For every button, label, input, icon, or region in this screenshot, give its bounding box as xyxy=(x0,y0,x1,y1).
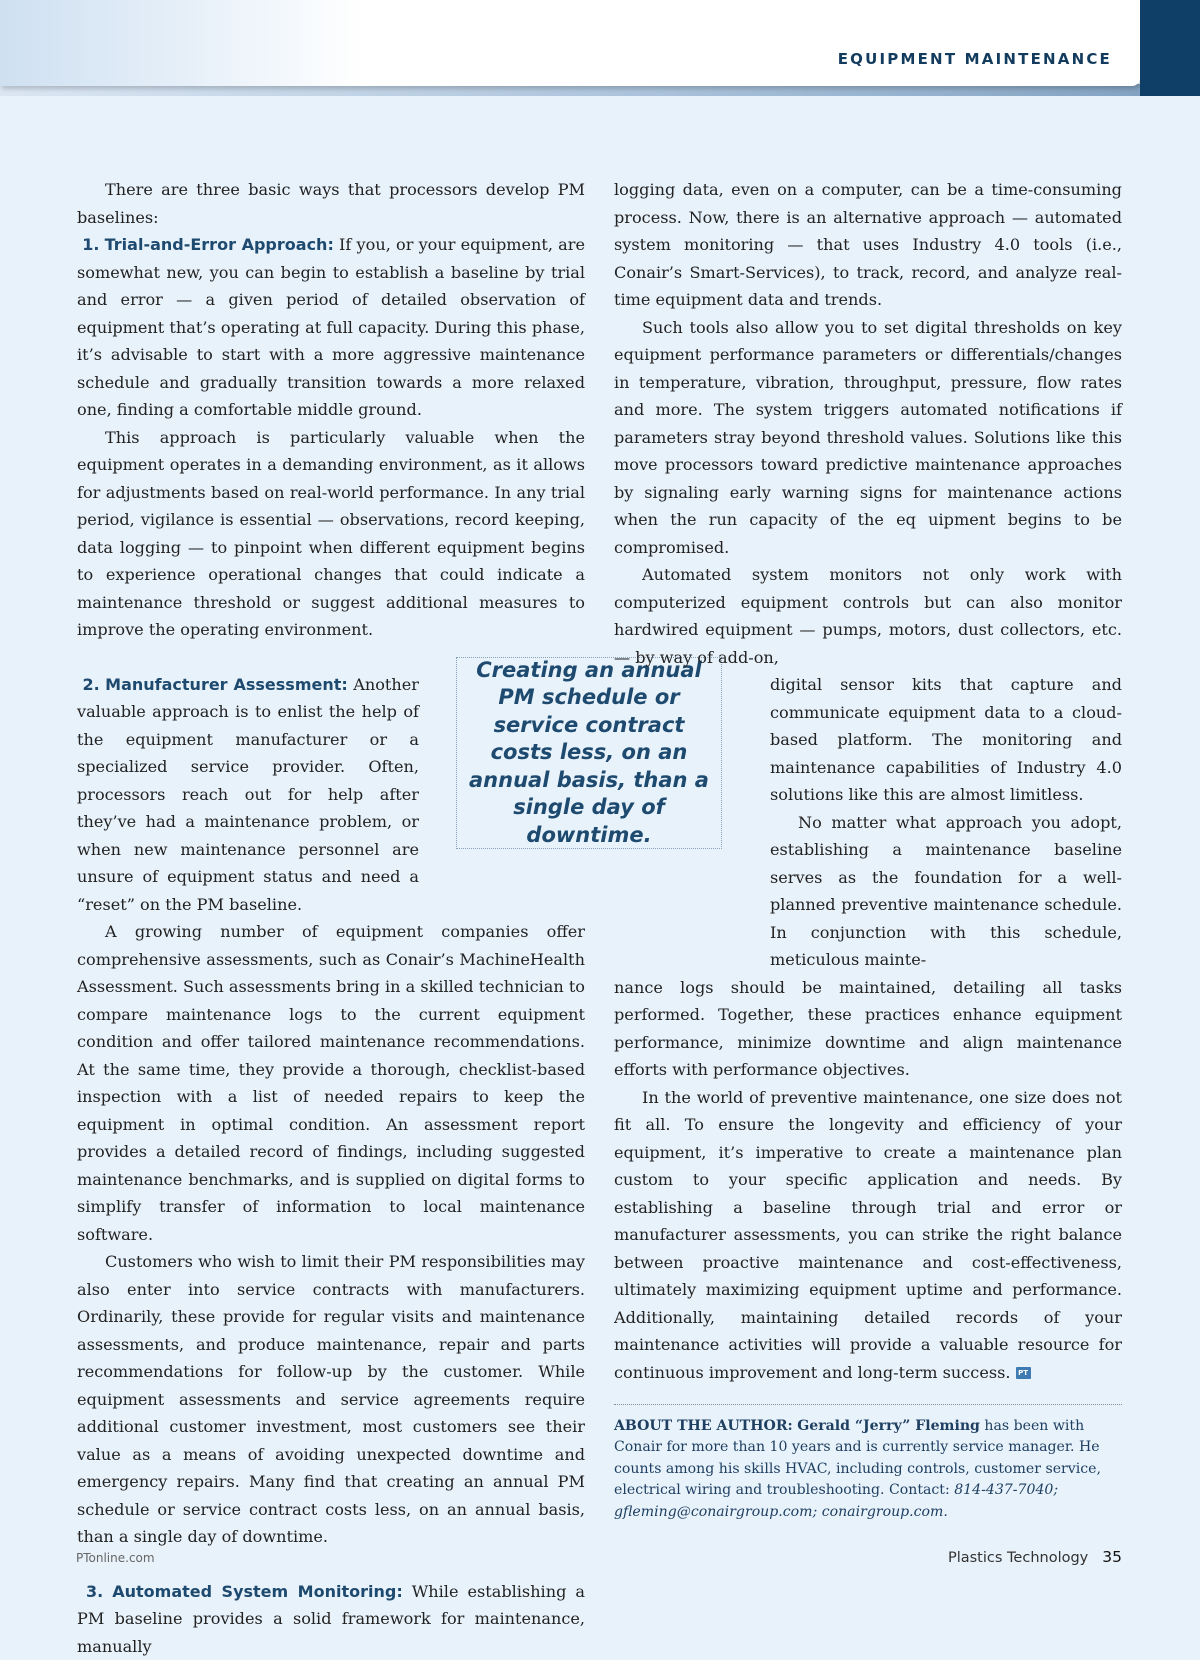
intro-paragraph: There are three basic ways that processors develop PM baselines: xyxy=(77,176,585,231)
item-number: 1. xyxy=(82,235,99,254)
pull-quote-text: Creating an annual PM schedule or service contract costs less, on an annual basis, than a single day of downtime. xyxy=(467,657,711,850)
right-column xyxy=(614,176,1122,1386)
item-heading: Automated System Monitoring: xyxy=(112,1582,402,1601)
paragraph-no-matter-start: No matter what approach you adopt, establishing a maintenance baseline serves as the foundation for a well-planned preventive maintenance schedule. In conjunction with this schedule, meticulous mainte- xyxy=(614,809,1122,974)
paragraph-digital-thresholds: Such tools also allow you to set digital thresholds on key equipment performance parameters or differentials/changes in temperature, vibration, throughput, pressure, flow rates and more. The system triggers automated notifications if parameters stray beyond threshold values. Solutions like this move processors toward predictive maintenance approaches by signaling early warning signs for maintenance actions when the run capacity of the eq uipment begins to be compromised. xyxy=(614,314,1122,562)
item-text: Another valuable approach is to enlist the help of the equipment manufacturer or a specialized service provider. Often, processors reach out for help after they’ve had a maintenance problem, or when new maintenance personnel are unsure of equipment status and need a “reset” on the PM baseline. xyxy=(77,675,419,914)
author-divider xyxy=(614,1404,1122,1405)
paragraph-no-matter-end: nance logs should be maintained, detailing all tasks performed. Together, these practices enhance equipment performance, minimize downtime and align maintenance efforts with performance objectives. xyxy=(614,974,1122,1084)
item-trial-and-error xyxy=(77,231,585,424)
left-column xyxy=(77,176,585,1660)
paragraph-assessments: A growing number of equipment companies offer comprehensive assessments, such as Conair’s MachineHealth Assessment. Such assessments bring in a skilled technician to compare maintenance logs to the current equipment condition and offer tailored maintenance recommendations. At the same time, they provide a thorough, checklist-based inspection with a list of needed repairs to keep the equipment in optimal condition. An assessment report provides a detailed record of findings, including suggested maintenance benchmarks, and is supplied on digital forms to simplify transfer of information to local maintenance software. xyxy=(77,918,585,1248)
conclusion-text: In the world of preventive maintenance, one size does not fit all. To ensure the longevity and efficiency of your equipment, it’s imperative to create a maintenance plan custom to your specific application and needs. By establishing a baseline through trial and error or manufacturer assessments, you can strike the right balance between proactive maintenance and cost-effectiveness, ultimately maximizing equipment uptime and performance. Additionally, maintaining detailed records of your maintenance activities will provide a valuable resource for continuous improvement and long-term success. xyxy=(614,1088,1122,1382)
paragraph-conclusion xyxy=(614,1084,1122,1387)
footer-publication xyxy=(948,1548,1122,1566)
header-panel xyxy=(0,0,1140,86)
item-text: If you, or your equipment, are somewhat new, you can begin to establish a baseline by trial and error — a given period of detailed observation of equipment that’s operating at full capacity. During this phase, it’s advisable to start with a more aggressive maintenance schedule and gradually transition towards a more relaxed one, finding a comfortable middle ground. xyxy=(77,235,585,419)
item-number: 2. xyxy=(82,675,99,694)
pt-end-mark-icon: PT xyxy=(1016,1367,1031,1379)
about-the-author xyxy=(614,1416,1122,1523)
page-number: 35 xyxy=(1102,1548,1122,1566)
author-name: Gerald “Jerry” Fleming xyxy=(797,1418,980,1434)
paragraph-monitors-start: Automated system monitors not only work with computerized equipment controls but can also monitor hardwired equipment — pumps, motors, dust collectors, etc. — by way of add-on, xyxy=(614,561,1122,671)
paragraph-logging: logging data, even on a computer, can be a time-consuming process. Now, there is an alternative approach — automated system monitoring — that uses Industry 4.0 tools (i.e., Conair’s Smart-Services), to track, record, and analyze real-time equipment data and trends. xyxy=(614,176,1122,314)
item-heading: Trial-and-Error Approach: xyxy=(105,235,334,254)
header-accent-block xyxy=(1140,0,1200,96)
paragraph-monitors-end: digital sensor kits that capture and communicate equipment data to a cloud-based platform. The monitoring and maintenance capabilities of Industry 4.0 solutions like this are almost limitless. xyxy=(614,671,1122,809)
footer-site: PTonline.com xyxy=(76,1551,155,1565)
item-manufacturer-assessment xyxy=(77,671,419,919)
paragraph-service-contracts: Customers who wish to limit their PM responsibilities may also enter into service contracts with manufacturers. Ordinarily, these provide for regular visits and maintenance assessments, and produce maintenance, repair and parts recommendations for follow-up by the customer. While equipment assessments and service agreements require additional customer investment, most customers see their value as a means of avoiding unexpected downtime and emergency repairs. Many find that creating an annual PM schedule or service contract costs less, on an annual basis, than a single day of downtime. xyxy=(77,1248,585,1551)
item-text: While establishing a PM baseline provides a solid framework for maintenance, manually xyxy=(77,1582,585,1656)
item-heading: Manufacturer Assessment: xyxy=(105,675,348,694)
section-label: EQUIPMENT MAINTENANCE xyxy=(838,50,1112,68)
author-label: ABOUT THE AUTHOR: xyxy=(614,1418,793,1434)
item-automated-monitoring xyxy=(77,1578,585,1660)
magazine-name: Plastics Technology xyxy=(948,1550,1088,1566)
item-number: 3. xyxy=(86,1582,103,1601)
author-bio: has been with Conair for more than 10 years and is currently service manager. He counts among his skills HVAC, including controls, customer service, electrical wiring and troubleshooting. Contact: xyxy=(614,1418,1101,1498)
author-contact: 814-437-7040; gfleming@conairgroup.com; conairgroup.com. xyxy=(614,1482,1058,1519)
paragraph-demanding-environment: This approach is particularly valuable when the equipment operates in a demanding environment, as it allows for adjustments based on real-world performance. In any trial period, vigilance is essential — observations, record keeping, data logging — to pinpoint when different equipment begins to experience operational changes that could indicate a maintenance threshold or suggest additional measures to improve the operating environment. xyxy=(77,424,585,644)
